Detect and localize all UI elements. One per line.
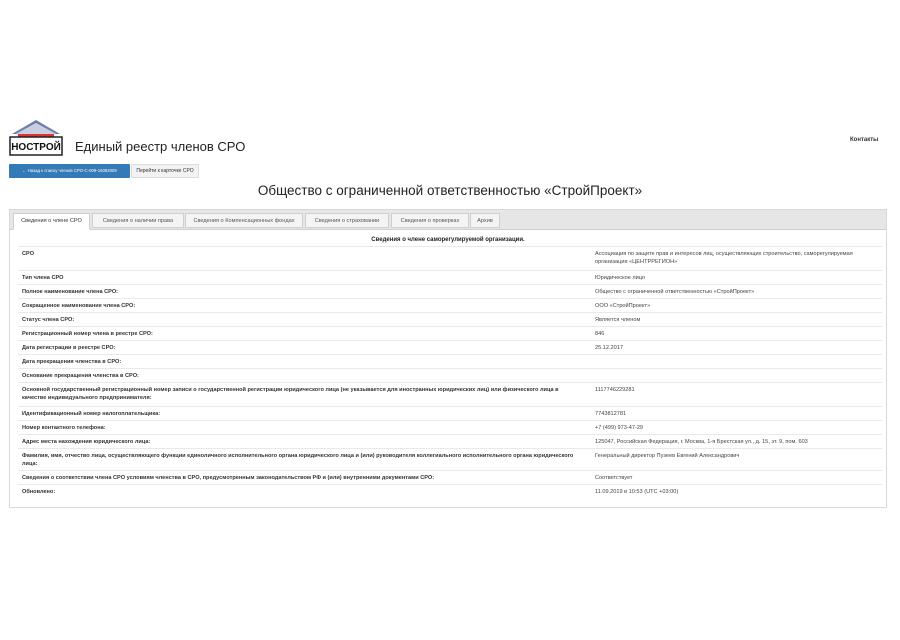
back-to-list-button[interactable]: ← Назад к списку членов СРО-С-009-15082009 (9, 164, 130, 178)
table-row (18, 368, 882, 382)
row-label: Адрес места нахождения юридического лица: (22, 439, 151, 445)
row-label: Обновлено: (22, 489, 56, 495)
go-to-sro-card-button[interactable]: Перейти к карточке СРО (131, 164, 199, 178)
table-row (18, 298, 882, 312)
table-row (18, 406, 882, 420)
tab-bar (10, 210, 886, 230)
row-label: Дата прекращения членства в СРО: (22, 359, 122, 365)
row-value: 846 (595, 331, 605, 337)
tab-rights[interactable]: Сведения о наличии права (92, 213, 184, 228)
row-label: Сведения о соответствии члена СРО условиям членства в СРО, предусмотренным законодательством РФ и (или) внутренними документами СРО: (22, 475, 435, 481)
tab-inspections[interactable]: Сведения о проверках (391, 213, 469, 228)
row-label: Основание прекращения членства в СРО: (22, 373, 139, 379)
row-label: Тип члена СРО (22, 275, 64, 281)
row-label: Сокращенное наименование члена СРО: (22, 303, 136, 309)
table-row (18, 326, 882, 340)
row-label: Номер контактного телефона: (22, 425, 106, 431)
row-label: СРО (22, 251, 35, 257)
table-row (18, 470, 882, 484)
nostroy-logo[interactable] (8, 118, 64, 160)
row-value: Соответствует (595, 475, 633, 481)
row-value: 25.12.2017 (595, 345, 623, 351)
table-row (18, 434, 882, 448)
tab-archive[interactable]: Архив (470, 213, 500, 228)
table-row (18, 420, 882, 434)
row-value: Является членом (595, 317, 641, 323)
member-panel (9, 209, 887, 508)
page-title: Общество с ограниченной ответственностью «СтройПроект» (257, 183, 643, 198)
table-row (18, 484, 882, 498)
row-label: Полное наименование члена СРО: (22, 289, 119, 295)
row-value: Ассоциация по защите прав и интересов лиц, осуществляющих строительство, саморегулируемая организация «ЦЕНТРРЕГИОН» (595, 251, 853, 265)
tab-insurance[interactable]: Сведения о страховании (305, 213, 389, 228)
table-row (18, 270, 882, 284)
row-label: Фамилия, имя, отчество лица, осуществляющего функции единоличного исполнительного органа юридического лица и (или) руководителя коллегиального исполнительного органа юридического лица: (22, 453, 574, 467)
row-value: 11.09.2019 в 10:53 (UTC +03:00) (595, 489, 679, 495)
table-row (18, 312, 882, 326)
row-value: 1117746229281 (595, 387, 635, 393)
row-label: Основной государственный регистрационный номер записи о государственной регистрации юридического лица (не указывается для иностранных юридических лиц) или физического лица в качестве индивидуального предпринимателя: (22, 387, 559, 401)
row-value: +7 (499) 973-47-29 (595, 425, 644, 431)
site-title: Единый реестр членов СРО (75, 139, 246, 154)
row-value: ООО «СтройПроект» (595, 303, 651, 309)
table-row (18, 340, 882, 354)
tab-member-info[interactable]: Сведения о члене СРО (13, 213, 90, 230)
row-value: Генеральный директор Пузеев Евгений Александрович (595, 453, 740, 459)
row-label: Статус члена СРО: (22, 317, 75, 323)
row-label: Регистрационный номер члена в реестре СРО: (22, 331, 153, 337)
tab-compensation-funds[interactable]: Сведения о Компенсационных фондах (185, 213, 303, 228)
table-row (18, 354, 882, 368)
table-row (18, 284, 882, 298)
row-label: Дата регистрации в реестре СРО: (22, 345, 116, 351)
row-label: Идентификационный номер налогоплательщика: (22, 411, 161, 417)
table-row (18, 246, 882, 270)
row-value: 125047, Российская Федерация, г. Москва, 1-я Брестская ул., д. 15, эт. 9, пом. 603 (595, 439, 808, 445)
row-value: Юридическое лицо (595, 275, 646, 281)
row-value: Общество с ограниченной ответственностью «СтройПроект» (595, 289, 755, 295)
logo-text: НОСТРОЙ (11, 142, 61, 153)
section-title: Сведения о члене саморегулируемой организации. (371, 237, 525, 243)
table-row (18, 448, 882, 470)
table-row (18, 382, 882, 406)
contacts-link[interactable]: Контакты (850, 137, 879, 143)
row-value: 7743812781 (595, 411, 627, 417)
